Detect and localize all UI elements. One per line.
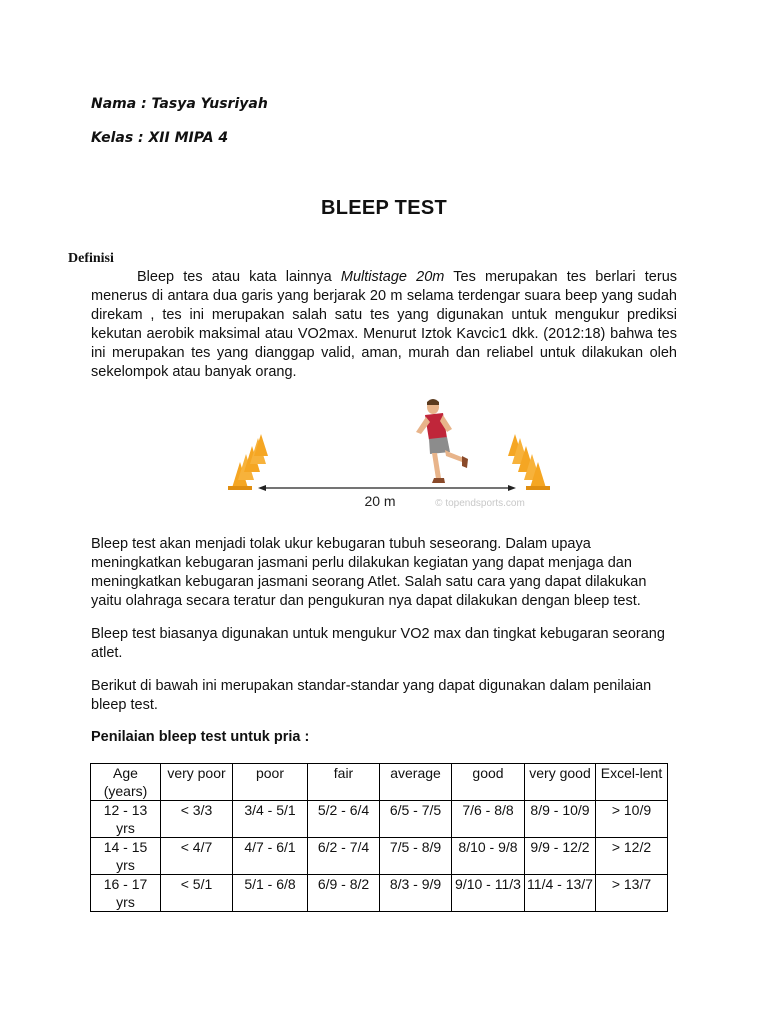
student-class: Kelas : XII MIPA 4 [91, 130, 229, 146]
table-cell: 8/3 - 9/9 [380, 875, 452, 912]
table-cell: > 12/2 [596, 838, 668, 875]
table-cell: 14 - 15 yrs [91, 838, 161, 875]
section-label-definisi: Definisi [68, 251, 114, 266]
paragraph-3: Berikut di bawah ini merupakan standar-standar yang dapat digunakan dalam penilaian bleep test. [91, 678, 652, 713]
bleep-test-illustration [218, 396, 558, 514]
table-cell: > 10/9 [596, 801, 668, 838]
table-cell: 6/2 - 7/4 [308, 838, 380, 875]
table-cell: < 3/3 [161, 801, 233, 838]
table-cell: 3/4 - 5/1 [233, 801, 308, 838]
header-excellent: Excel-lent [596, 764, 668, 801]
table-cell: 5/1 - 6/8 [233, 875, 308, 912]
table-cell: 16 - 17 yrs [91, 875, 161, 912]
table-row [91, 875, 668, 912]
table-cell: 9/9 - 12/2 [525, 838, 596, 875]
table-cell: 6/5 - 7/5 [380, 801, 452, 838]
header-average: average [380, 764, 452, 801]
watermark: © topendsports.com [435, 498, 525, 509]
table-cell: 4/7 - 6/1 [233, 838, 308, 875]
definition-italic-term: Multistage 20m [340, 269, 445, 285]
paragraph-1: Bleep test akan menjadi tolak ukur kebugaran tubuh seseorang. Dalam upaya meningkatkan kebugaran jasmani perlu dilakukan kegiatan yang dapat menjaga dan meningkatkan kebugaran jasmani seorang Atlet. Salah satu cara yang dapat dilakukan yaitu olahraga secara teratur dan pengukuran nya dapat dilakukan dengan bleep test. [91, 536, 647, 609]
table-heading: Penilaian bleep test untuk pria : [91, 729, 310, 745]
definition-text-part1: Bleep tes atau kata lainnya [137, 269, 341, 285]
paragraph-2: Bleep test biasanya digunakan untuk mengukur VO2 max dan tingkat kebugaran seorang atlet. [91, 626, 665, 661]
table-cell: 5/2 - 6/4 [308, 801, 380, 838]
table-cell: 7/6 - 8/8 [452, 801, 525, 838]
table-cell: 8/10 - 9/8 [452, 838, 525, 875]
definition-text-part2: Tes merupakan tes berlari terus menerus di antara dua garis yang berjarak 20 m selama terdengar suara beep yang sudah direkam , tes ini merupakan salah satu tes yang digunakan untuk mengukur prediksi kekutan aerobik maksimal atau VO2max. Menurut Iztok Kavcic1 dkk. (2012:18) bahwa tes ini merupakan tes yang dianggap valid, aman, murah dan reliabel untuk dilakukan oleh sekelompok atau banyak orang. [91, 269, 678, 380]
header-very-good: very good [525, 764, 596, 801]
distance-arrow [258, 485, 516, 491]
table-row [91, 838, 668, 875]
header-poor: poor [233, 764, 308, 801]
table-cell: 11/4 - 13/7 [525, 875, 596, 912]
definition-paragraph [91, 268, 677, 382]
table-cell: < 5/1 [161, 875, 233, 912]
header-fair: fair [308, 764, 380, 801]
page-title: BLEEP TEST [321, 197, 447, 219]
table-cell: 6/9 - 8/2 [308, 875, 380, 912]
table-row [91, 801, 668, 838]
distance-label: 20 m [364, 493, 396, 509]
table-cell: > 13/7 [596, 875, 668, 912]
runner-figure [416, 399, 468, 483]
table-header-row [91, 764, 668, 801]
left-cones [228, 434, 268, 490]
header-very-poor: very poor [161, 764, 233, 801]
bleep-test-rating-table [90, 763, 668, 912]
right-cones [508, 434, 550, 490]
header-good: good [452, 764, 525, 801]
table-cell: 8/9 - 10/9 [525, 801, 596, 838]
table-cell: < 4/7 [161, 838, 233, 875]
header-age: Age (years) [91, 764, 161, 801]
table-cell: 7/5 - 8/9 [380, 838, 452, 875]
table-cell: 12 - 13 yrs [91, 801, 161, 838]
table-cell: 9/10 - 11/3 [452, 875, 525, 912]
student-name: Nama : Tasya Yusriyah [91, 96, 268, 112]
